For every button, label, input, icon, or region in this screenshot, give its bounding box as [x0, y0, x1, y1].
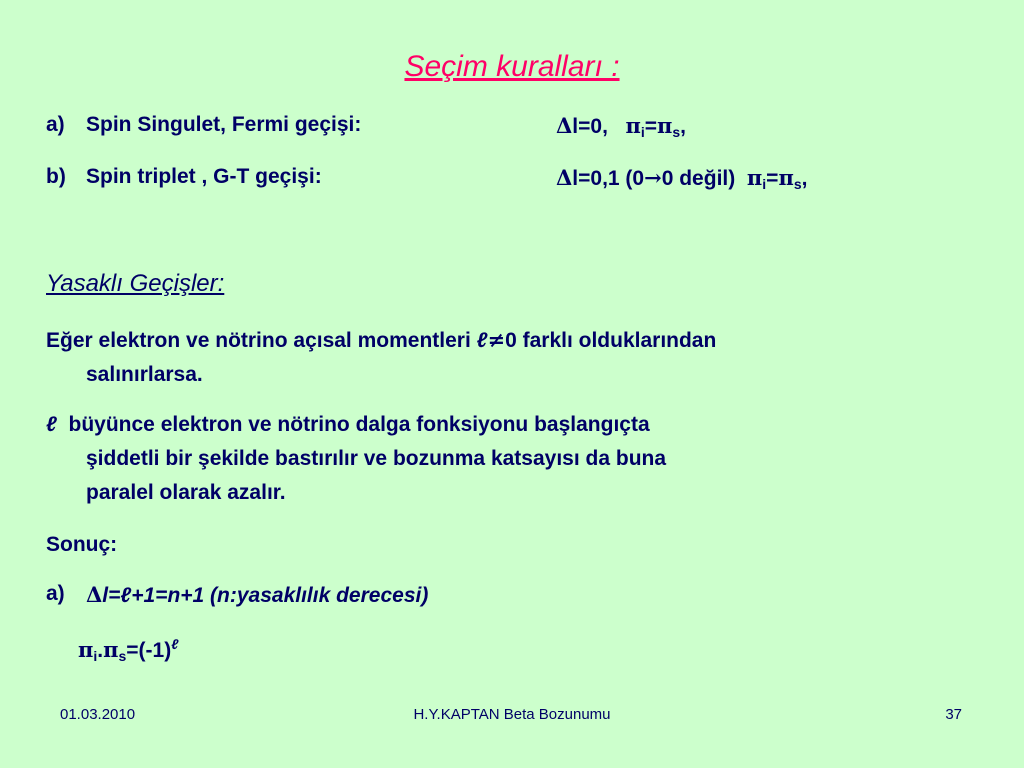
para1-line1: Eğer elektron ve nötrino açısal momentleri ℓ≠0 farklı olduklarından: [46, 327, 717, 352]
pi-i-subscript: i: [93, 648, 98, 664]
pi-symbol: π: [78, 637, 94, 662]
footer-title: H.Y.KAPTAN Beta Bozunumu: [413, 706, 611, 723]
not-equal-symbol: ≠: [487, 327, 506, 352]
parity-relation: $\pi_i.\pi_s=(-1)^\ell$: [78, 636, 179, 664]
rule-a-formula: Δl=0, $\pi_i=\pi_s$,: [556, 113, 686, 140]
delta-symbol: Δ: [556, 165, 573, 190]
pi-s-subscript: s: [672, 124, 681, 140]
rule-b-delta-l: l=0,1 (0: [572, 167, 645, 190]
footer-page-number: 37: [945, 706, 962, 723]
footer-date: 01.03.2010: [60, 706, 136, 723]
para2-line2: şiddetli bir şekilde bastırılır ve bozunma katsayısı da buna: [86, 447, 667, 470]
rule-b-label: b): [46, 165, 66, 188]
rule-a-tail: ,: [680, 115, 686, 138]
section-title: Yasaklı Geçişler:: [46, 270, 225, 297]
pi-symbol: π: [746, 165, 763, 190]
delta-symbol: Δ: [86, 582, 103, 607]
rule-b-degil: 0 değil): [661, 167, 736, 190]
pi-symbol: π: [103, 637, 119, 662]
paragraph-forbidden: [46, 323, 716, 392]
pi-symbol: π: [625, 113, 641, 138]
para1-line2: salınırlarsa.: [86, 363, 203, 386]
delta-symbol: Δ: [556, 113, 573, 138]
ell-symbol: ℓ: [476, 329, 488, 352]
pi-s-subscript: s: [793, 176, 802, 192]
pi-i-subscript: i: [762, 176, 767, 192]
rule-b-text: Spin triplet , G-T geçişi:: [86, 165, 322, 188]
pi-symbol: π: [778, 165, 794, 190]
para2-line1: ℓ büyünce elektron ve nötrino dalga fonksiyonu başlangıçta: [46, 413, 650, 436]
rule-b-tail: ,: [801, 167, 808, 190]
rule-a-delta-l: l=0,: [572, 115, 608, 138]
result-a-label: a): [46, 582, 65, 605]
result-a-expression: Δl=ℓ+1=n+1 (n:yasaklılık derecesi): [86, 582, 429, 607]
slide-title: Seçim kuralları :: [404, 50, 620, 83]
ell-superscript: ℓ: [171, 636, 179, 652]
paragraph-suppression: [46, 408, 666, 510]
para2-line3: paralel olarak azalır.: [86, 481, 286, 504]
rule-a-text: Spin Singulet, Fermi geçişi:: [86, 113, 362, 136]
sonuc-heading: Sonuç:: [46, 533, 118, 556]
rule-a-label: a): [46, 113, 65, 136]
ell-symbol: ℓ: [46, 413, 57, 436]
rule-b-formula: Δl=0,1 (0→0 değil) $\pi_i=\pi_s$,: [556, 165, 808, 192]
pi-symbol: π: [656, 113, 673, 138]
arrow-icon: →: [644, 165, 662, 190]
pi-s-subscript: s: [118, 648, 127, 664]
pi-i-subscript: i: [640, 124, 645, 140]
